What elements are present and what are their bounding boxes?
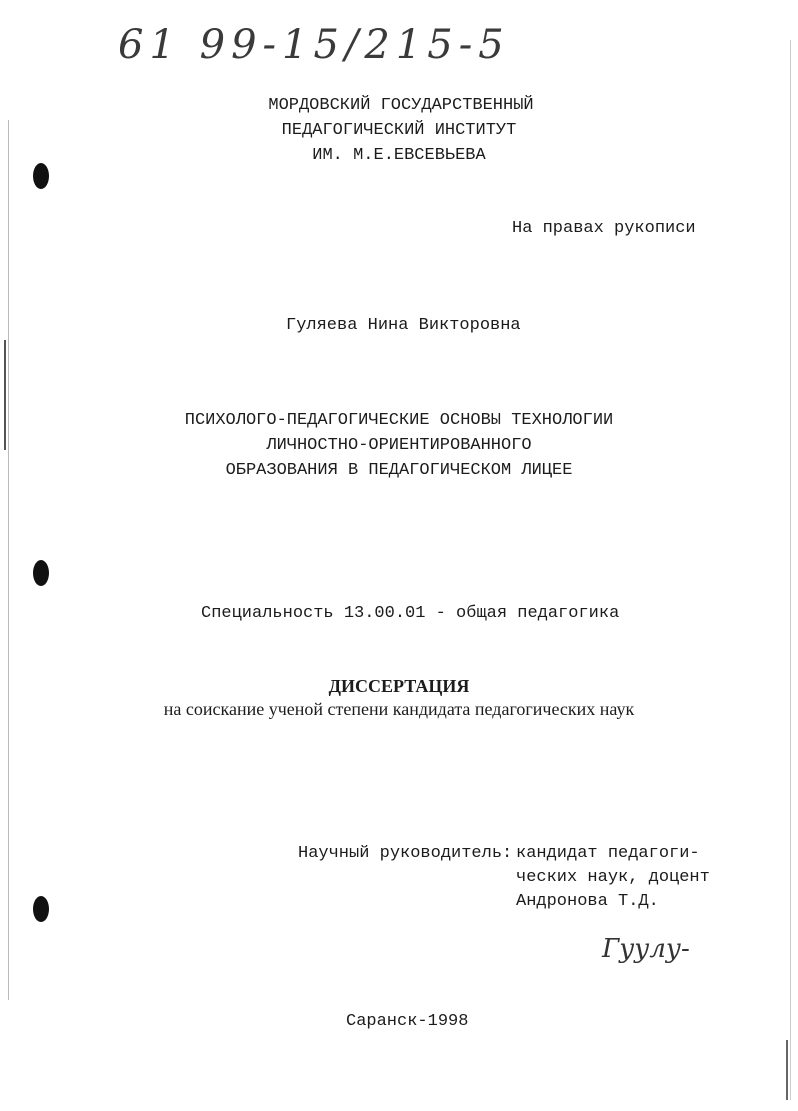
rights-notice: На правах рукописи xyxy=(512,219,696,238)
signature: Гуулу- xyxy=(602,934,690,964)
institution-line-1: МОРДОВСКИЙ ГОСУДАРСТВЕННЫЙ xyxy=(268,96,534,115)
scan-edge-line xyxy=(4,340,6,450)
dissertation-subtitle: на соискание ученой степени кандидата педагогических наук xyxy=(163,699,635,719)
supervisor-line-3: Андронова Т.Д. xyxy=(516,892,659,911)
supervisor-line-1: кандидат педагоги- xyxy=(516,844,700,863)
dissertation-title-line-2: ЛИЧНОСТНО-ОРИЕНТИРОВАННОГО xyxy=(266,436,532,455)
scan-edge-line xyxy=(8,120,9,1000)
supervisor-line-2: ческих наук, доцент xyxy=(516,868,710,887)
dissertation-title-line-1: ПСИХОЛОГО-ПЕДАГОГИЧЕСКИЕ ОСНОВЫ ТЕХНОЛОГИИ xyxy=(184,411,614,430)
scan-edge-line xyxy=(786,1040,788,1100)
binding-hole-mark xyxy=(33,560,49,586)
handwritten-code: 61 99-15/215-5 xyxy=(118,22,510,68)
binding-hole-mark xyxy=(33,163,49,189)
institution-line-3: ИМ. М.Е.ЕВСЕВЬЕВА xyxy=(312,146,486,165)
dissertation-heading: ДИССЕРТАЦИЯ xyxy=(328,676,470,696)
specialty: Специальность 13.00.01 - общая педагогика xyxy=(201,604,620,623)
scan-edge-line xyxy=(790,40,791,1100)
dissertation-title-line-3: ОБРАЗОВАНИЯ В ПЕДАГОГИЧЕСКОМ ЛИЦЕЕ xyxy=(225,461,573,480)
supervisor-label: Научный руководитель: xyxy=(298,844,513,863)
author-name: Гуляева Нина Викторовна xyxy=(286,316,521,335)
binding-hole-mark xyxy=(33,896,49,922)
institution-line-2: ПЕДАГОГИЧЕСКИЙ ИНСТИТУТ xyxy=(281,121,517,140)
city-year: Саранск-1998 xyxy=(346,1012,469,1031)
